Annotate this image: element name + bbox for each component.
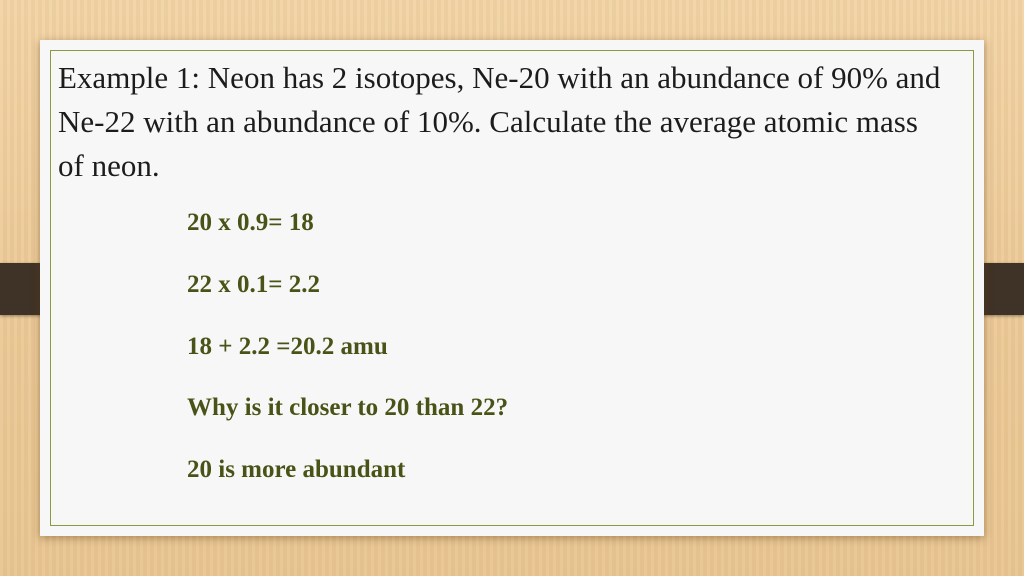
calculation-result: 18 + 2.2 =20.2 amu bbox=[187, 333, 388, 360]
problem-statement: Example 1: Neon has 2 isotopes, Ne-20 with an abundance of 90% and Ne-22 with an abundance of 10%. Calculate the average atomic mass of neon. bbox=[58, 60, 941, 183]
calculation-step-2: 22 x 0.1= 2.2 bbox=[187, 271, 320, 298]
answer-text: 20 is more abundant bbox=[187, 456, 406, 483]
calculation-step-1: 20 x 0.9= 18 bbox=[187, 209, 314, 236]
question-text: Why is it closer to 20 than 22? bbox=[187, 394, 509, 421]
